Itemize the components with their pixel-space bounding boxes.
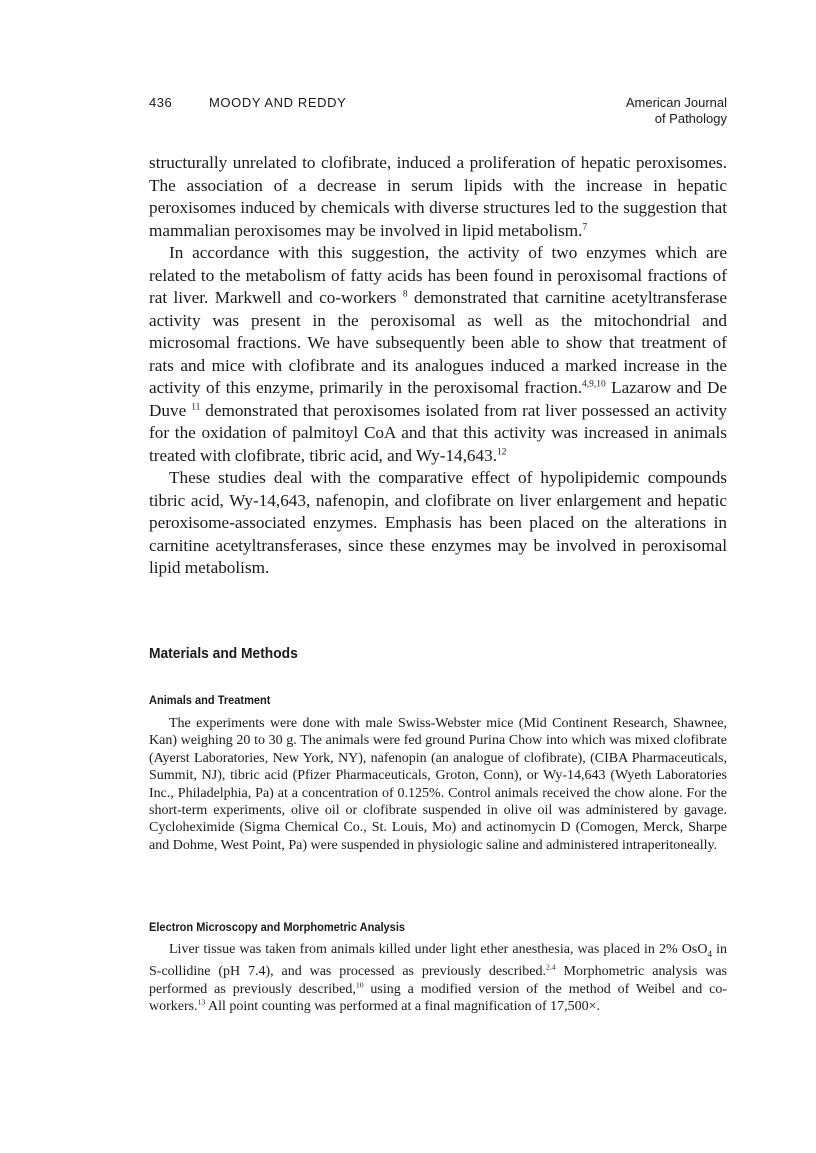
paragraph-2-text-c: Lazarow and De Duve <box>149 378 727 420</box>
paragraph-2-text-a: In accordance with this suggestion, the activity of two enzymes which are related to the metabolism of fatty acids has been found in peroxisomal fractions of rat liver. Markwell and co-workers <box>149 243 727 307</box>
citation-10: 10 <box>355 979 364 989</box>
animals-treatment-text <box>149 715 727 854</box>
page-header <box>149 95 727 135</box>
animals-treatment-paragraph: The experiments were done with male Swiss-Webster mice (Mid Continent Research, Shawnee, Kan) weighing 20 to 30 g. The animals were fed ground Purina Chow into which was mixed clofibrate (Ayerst Laboratories, New York, NY), nafenopin (an analogue of clofibrate), (CIBA Pharmaceuticals, Summit, NJ), tibric acid (Pfizer Pharmaceuticals, Groton, Conn), or Wy-14,643 (Wyeth Laboratories Inc., Philadelphia, Pa) at a concentration of 0.125%. Control animals received the chow alone. For the short-term experiments, olive oil or clofibrate suspended in olive oil was administered by gavage. Cycloheximide (Sigma Chemical Co., St. Louis, Mo) and actinomycin D (Comogen, Merck, Sharpe and Dohme, West Point, Pa) were suspended in physiologic saline and administered intraperitoneally. <box>149 716 727 853</box>
electron-microscopy-text <box>149 941 727 1015</box>
journal-title-line2: of Pathology <box>654 111 727 126</box>
em-text-d: using a modified version of the method of Weibel and co-workers. <box>149 981 728 1015</box>
paragraph-3: These studies deal with the comparative effect of hypolipidemic compounds tibric acid, Wy-14,643, nafenopin, and clofibrate on liver enlargement and hepatic peroxisome-associated enzymes. Emphasis has been placed on the alterations in carnitine acetyltransferases, since these enzymes may be involved in peroxisomal lipid metabolism. <box>149 468 727 577</box>
em-text-c: Morphometric analysis was performed as previously described, <box>149 964 728 997</box>
journal-title-line1: American Journal <box>625 95 727 110</box>
em-text-b: in S-collidine (pH 7.4), and was processed as previously described. <box>149 942 728 980</box>
electron-microscopy-paragraph <box>149 941 727 1015</box>
paragraph-2-text-d: demonstrated that peroxisomes isolated from rat liver possessed an activity for the oxidation of palmitoyl CoA and that this activity was increased in animals treated with clofibrate, tibric acid, and Wy-14,643. <box>149 400 728 465</box>
citation-13: 13 <box>197 997 206 1007</box>
section-heading-materials-methods: Materials and Methods <box>149 645 298 662</box>
em-text-a: Liver tissue was taken from animals killed under light ether anesthesia, was placed in 2% OsO <box>169 942 708 957</box>
citation-2-4: 2,4 <box>546 962 556 972</box>
citation-12: 12 <box>497 446 507 457</box>
citation-7: 7 <box>582 221 588 232</box>
subheading-animals-treatment: Animals and Treatment <box>149 693 271 707</box>
subheading-electron-microscopy: Electron Microscopy and Morphometric Analysis <box>149 920 406 934</box>
citation-4-9-10: 4,9,10 <box>582 379 606 390</box>
paragraph-2-text-b: demonstrated that carnitine acetyltransferase activity was present in the peroxisomal as well as the mitochondrial and microsomal fractions. We have subsequently been able to show that treatment of rats and mice with clofibrate and its analogues induced a marked increase in the activity of this enzyme, primarily in the peroxisomal fraction. <box>149 288 728 397</box>
paragraph-1 <box>149 152 727 242</box>
paragraph-1-text: structurally unrelated to clofibrate, induced a proliferation of hepatic peroxisomes. The association of a decrease in serum lipids with the increase in hepatic peroxisomes induced by chemicals with diverse structures led to the suggestion that mammalian peroxisomes may be involved in lipid metabolism. <box>149 153 727 240</box>
citation-11: 11 <box>191 401 201 412</box>
paragraph-2 <box>149 242 727 467</box>
citation-8: 8 <box>402 289 408 300</box>
running-head-authors: MOODY AND REDDY <box>209 95 347 110</box>
page-number: 436 <box>149 95 173 110</box>
oso4-subscript: 4 <box>707 948 713 959</box>
introduction-text <box>149 152 727 580</box>
journal-title <box>626 95 727 127</box>
em-text-e: All point counting was performed at a final magnification of 17,500×. <box>208 999 601 1015</box>
